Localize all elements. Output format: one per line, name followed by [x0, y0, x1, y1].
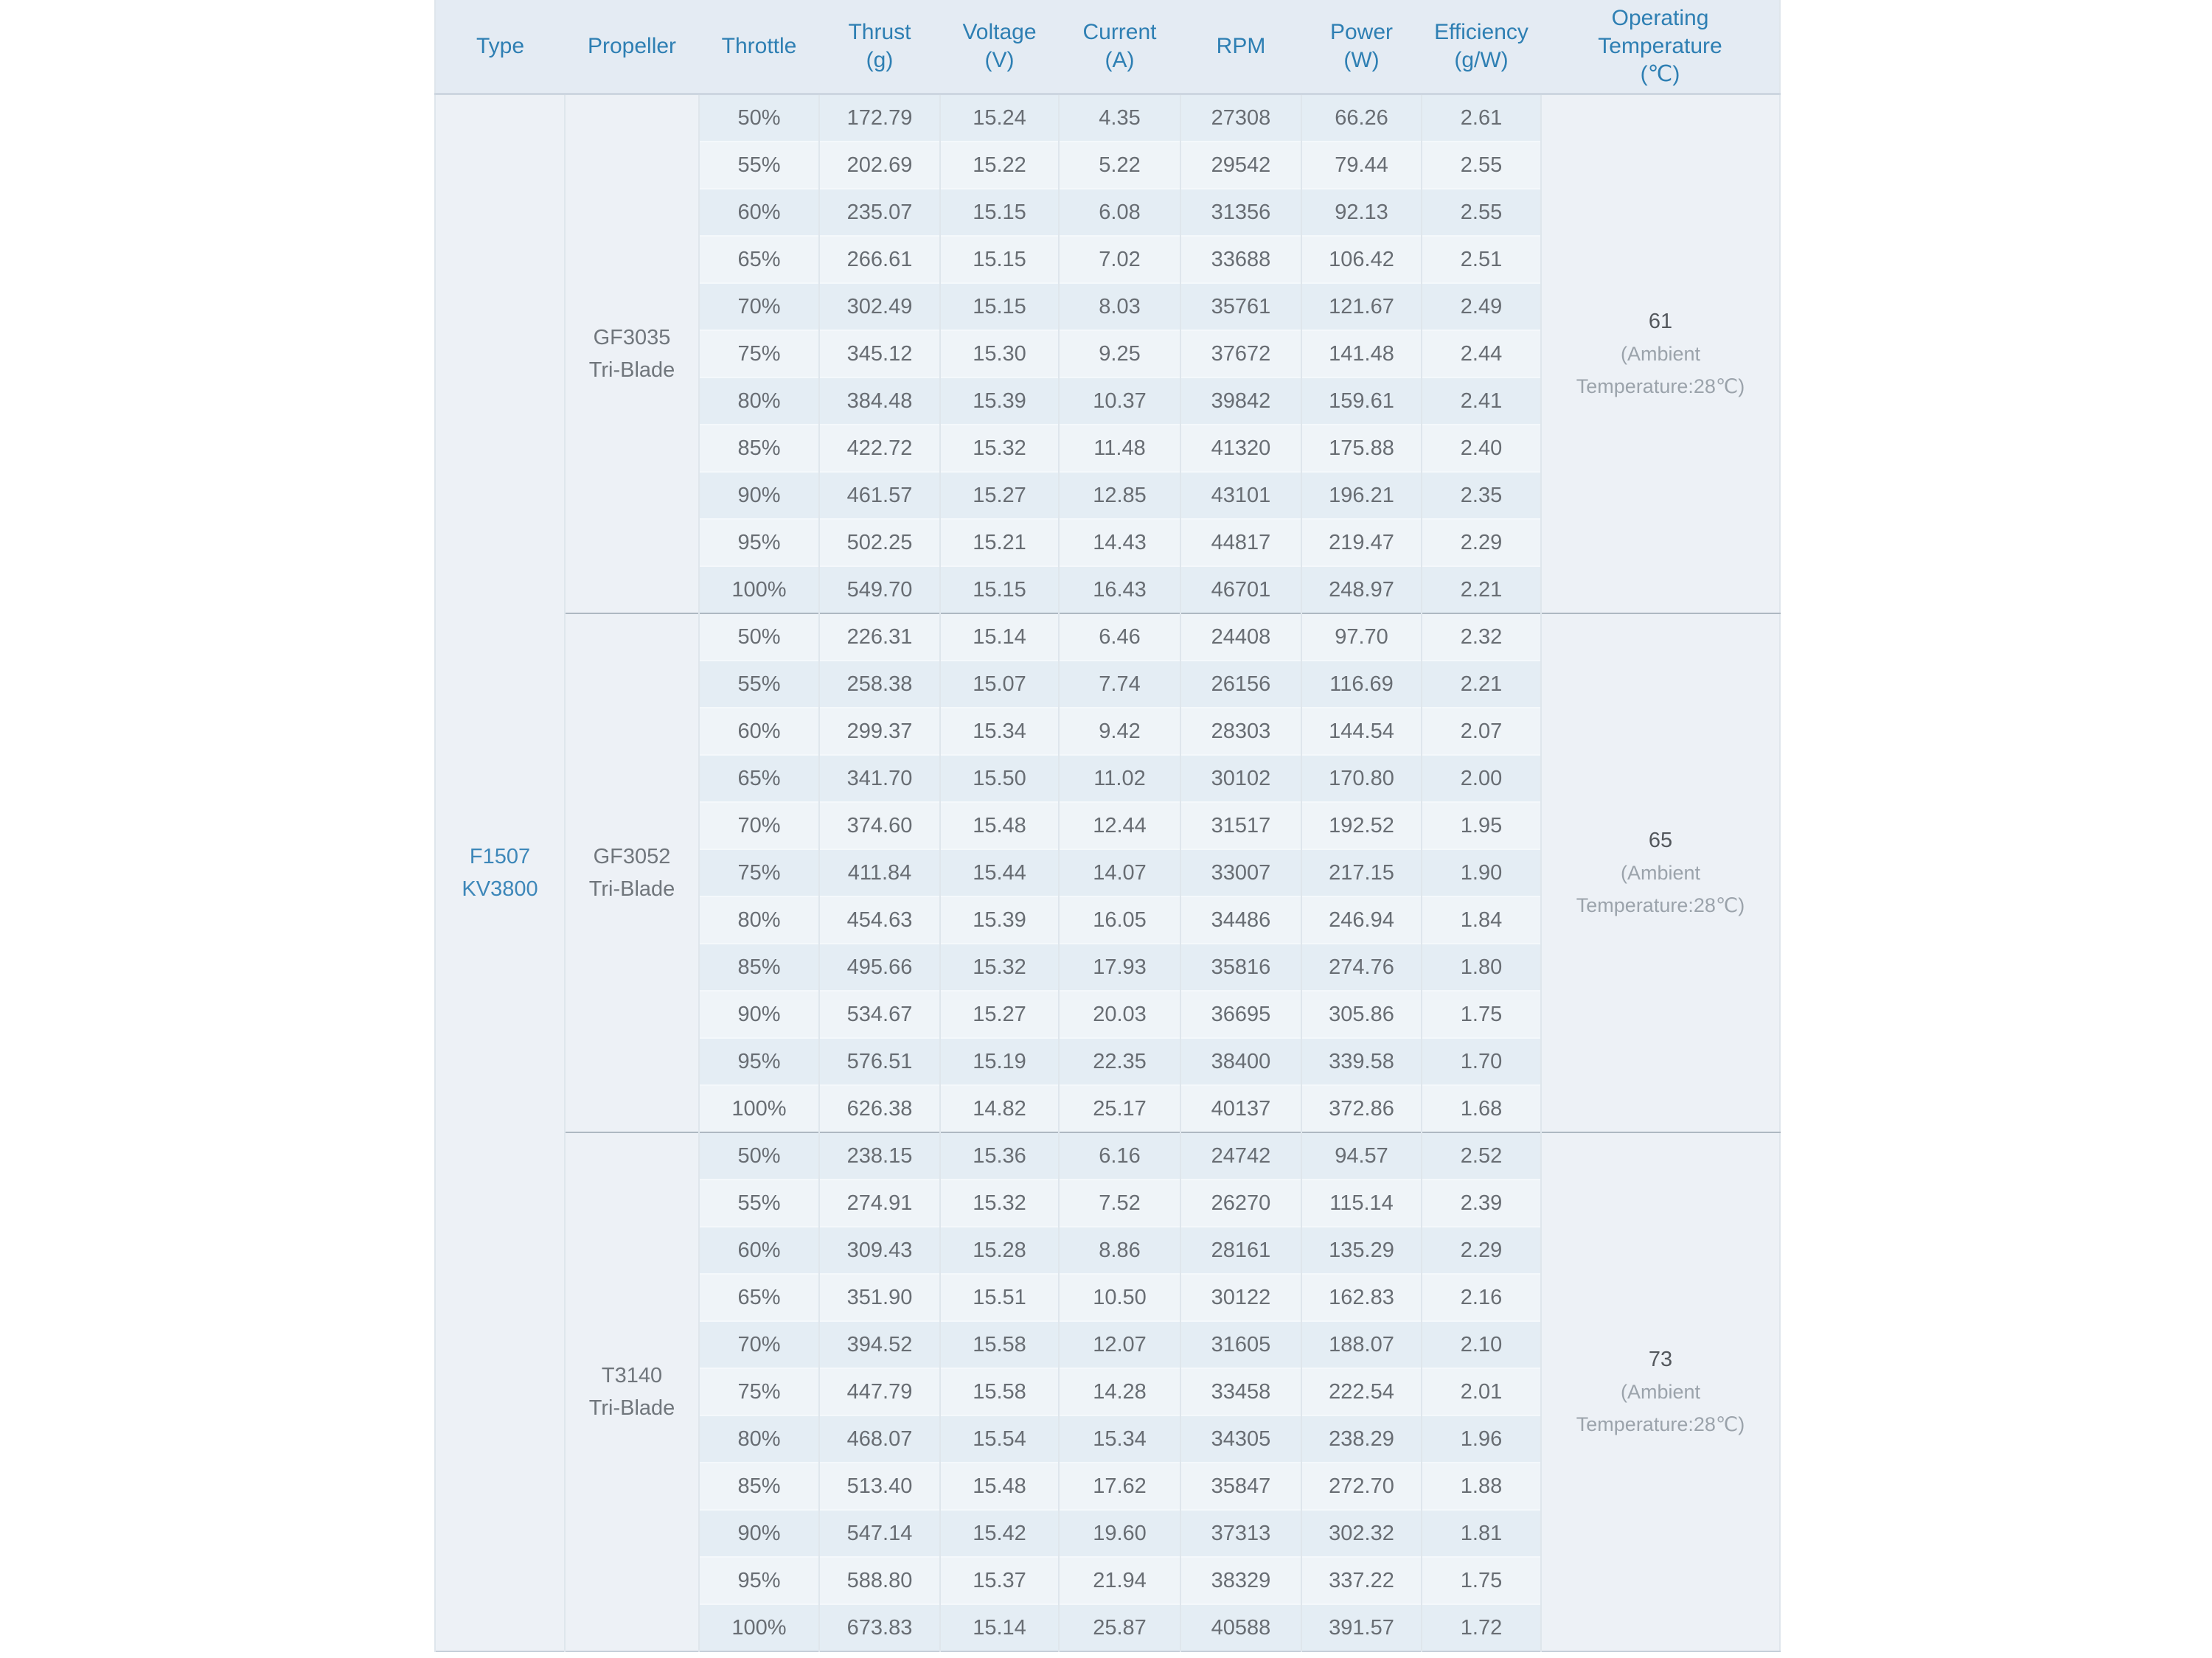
current-cell: 6.16	[1059, 1132, 1180, 1180]
column-header-propeller	[565, 0, 699, 94]
efficiency-cell: 1.90	[1422, 849, 1541, 896]
rpm-cell: 37313	[1180, 1510, 1301, 1557]
thrust-cell: 422.72	[819, 425, 940, 472]
propeller-line: Tri-Blade	[588, 877, 675, 901]
power-cell: 115.14	[1301, 1180, 1422, 1227]
current-cell: 14.07	[1059, 849, 1180, 896]
voltage-cell: 15.32	[940, 944, 1059, 991]
throttle-cell: 100%	[699, 1604, 819, 1651]
propeller-line: Tri-Blade	[588, 1396, 675, 1420]
current-cell: 17.93	[1059, 944, 1180, 991]
current-cell: 11.48	[1059, 425, 1180, 472]
current-cell: 9.25	[1059, 330, 1180, 377]
throttle-cell: 70%	[699, 283, 819, 330]
efficiency-cell: 2.29	[1422, 519, 1541, 566]
thrust-cell: 345.12	[819, 330, 940, 377]
current-cell: 10.37	[1059, 377, 1180, 425]
column-header-line: (V)	[984, 48, 1015, 72]
table-header	[435, 0, 1780, 94]
throttle-cell: 60%	[699, 1227, 819, 1274]
voltage-cell: 15.36	[940, 1132, 1059, 1180]
rpm-cell: 38400	[1180, 1038, 1301, 1085]
ambient-temperature-note: Temperature:28℃)	[1576, 375, 1745, 397]
rpm-cell: 37672	[1180, 330, 1301, 377]
voltage-cell: 15.39	[940, 377, 1059, 425]
thrust-cell: 513.40	[819, 1463, 940, 1510]
throttle-cell: 60%	[699, 189, 819, 236]
thrust-cell: 341.70	[819, 755, 940, 802]
rpm-cell: 30102	[1180, 755, 1301, 802]
voltage-cell: 15.22	[940, 142, 1059, 189]
rpm-cell: 28161	[1180, 1227, 1301, 1274]
voltage-cell: 15.15	[940, 566, 1059, 613]
operating-temperature-cell	[1541, 94, 1780, 614]
thrust-cell: 226.31	[819, 613, 940, 661]
current-cell: 14.43	[1059, 519, 1180, 566]
rpm-cell: 31605	[1180, 1321, 1301, 1368]
rpm-cell: 33458	[1180, 1368, 1301, 1415]
propeller-line: T3140	[601, 1364, 663, 1387]
efficiency-cell: 1.68	[1422, 1085, 1541, 1132]
rpm-cell: 33688	[1180, 236, 1301, 283]
efficiency-cell: 2.21	[1422, 566, 1541, 613]
thrust-cell: 454.63	[819, 896, 940, 944]
voltage-cell: 15.48	[940, 1463, 1059, 1510]
efficiency-cell: 2.41	[1422, 377, 1541, 425]
efficiency-cell: 1.84	[1422, 896, 1541, 944]
rpm-cell: 46701	[1180, 566, 1301, 613]
current-cell: 7.74	[1059, 661, 1180, 708]
rpm-cell: 41320	[1180, 425, 1301, 472]
voltage-cell: 15.07	[940, 661, 1059, 708]
throttle-cell: 95%	[699, 519, 819, 566]
current-cell: 7.02	[1059, 236, 1180, 283]
power-cell: 121.67	[1301, 283, 1422, 330]
voltage-cell: 15.37	[940, 1557, 1059, 1604]
power-cell: 238.29	[1301, 1415, 1422, 1463]
column-header-line: (W)	[1343, 48, 1380, 72]
current-cell: 22.35	[1059, 1038, 1180, 1085]
throttle-cell: 70%	[699, 1321, 819, 1368]
power-cell: 272.70	[1301, 1463, 1422, 1510]
rpm-cell: 40588	[1180, 1604, 1301, 1651]
column-header-line: Thrust	[848, 20, 911, 44]
current-cell: 21.94	[1059, 1557, 1180, 1604]
ambient-temperature-note: Temperature:28℃)	[1576, 1413, 1745, 1435]
rpm-cell: 35761	[1180, 283, 1301, 330]
efficiency-cell: 2.49	[1422, 283, 1541, 330]
ambient-temperature-note: (Ambient	[1620, 862, 1701, 884]
voltage-cell: 15.58	[940, 1321, 1059, 1368]
propeller-line: GF3052	[593, 845, 671, 868]
column-header-line: (℃)	[1640, 62, 1680, 86]
power-cell: 97.70	[1301, 613, 1422, 661]
column-header-line: Current	[1082, 20, 1157, 44]
current-cell: 19.60	[1059, 1510, 1180, 1557]
efficiency-cell: 2.52	[1422, 1132, 1541, 1180]
thrust-cell: 673.83	[819, 1604, 940, 1651]
type-line: KV3800	[462, 877, 538, 901]
thrust-cell: 238.15	[819, 1132, 940, 1180]
power-cell: 66.26	[1301, 94, 1422, 142]
efficiency-cell: 2.00	[1422, 755, 1541, 802]
column-header-line: Throttle	[721, 34, 797, 58]
current-cell: 12.85	[1059, 472, 1180, 519]
power-cell: 106.42	[1301, 236, 1422, 283]
column-header-type	[435, 0, 565, 94]
thrust-cell: 495.66	[819, 944, 940, 991]
type-cell	[435, 94, 565, 1652]
current-cell: 25.17	[1059, 1085, 1180, 1132]
thrust-cell: 588.80	[819, 1557, 940, 1604]
voltage-cell: 15.34	[940, 708, 1059, 755]
propeller-line: GF3035	[593, 326, 671, 349]
thrust-cell: 384.48	[819, 377, 940, 425]
throttle-cell: 65%	[699, 1274, 819, 1321]
current-cell: 12.07	[1059, 1321, 1180, 1368]
temperature-value: 65	[1648, 829, 1673, 852]
table-row	[435, 613, 1780, 661]
propeller-cell	[565, 1132, 699, 1651]
power-cell: 274.76	[1301, 944, 1422, 991]
column-header-line: Propeller	[587, 34, 677, 58]
rpm-cell: 38329	[1180, 1557, 1301, 1604]
column-header-line: RPM	[1216, 34, 1266, 58]
efficiency-cell: 2.01	[1422, 1368, 1541, 1415]
throttle-cell: 95%	[699, 1557, 819, 1604]
efficiency-cell: 1.70	[1422, 1038, 1541, 1085]
efficiency-cell: 2.16	[1422, 1274, 1541, 1321]
power-cell: 144.54	[1301, 708, 1422, 755]
throttle-cell: 85%	[699, 1463, 819, 1510]
throttle-cell: 80%	[699, 377, 819, 425]
throttle-cell: 50%	[699, 1132, 819, 1180]
operating-temperature-cell	[1541, 613, 1780, 1132]
voltage-cell: 15.19	[940, 1038, 1059, 1085]
rpm-cell: 24408	[1180, 613, 1301, 661]
thrust-cell: 549.70	[819, 566, 940, 613]
thrust-cell: 309.43	[819, 1227, 940, 1274]
throttle-cell: 80%	[699, 896, 819, 944]
column-header-line: (g/W)	[1454, 48, 1509, 72]
thrust-cell: 235.07	[819, 189, 940, 236]
column-header-line: Power	[1329, 20, 1394, 44]
column-header-operating-temperature	[1541, 0, 1780, 94]
current-cell: 9.42	[1059, 708, 1180, 755]
power-cell: 305.86	[1301, 991, 1422, 1038]
column-header-line: Operating	[1611, 6, 1709, 30]
rpm-cell: 39842	[1180, 377, 1301, 425]
current-cell: 11.02	[1059, 755, 1180, 802]
column-header-throttle	[699, 0, 819, 94]
efficiency-cell: 2.61	[1422, 94, 1541, 142]
ambient-temperature-note: (Ambient	[1620, 1381, 1701, 1403]
throttle-cell: 55%	[699, 142, 819, 189]
motor-spec-table-container	[434, 0, 1779, 1652]
thrust-cell: 202.69	[819, 142, 940, 189]
power-cell: 302.32	[1301, 1510, 1422, 1557]
throttle-cell: 95%	[699, 1038, 819, 1085]
power-cell: 175.88	[1301, 425, 1422, 472]
rpm-cell: 40137	[1180, 1085, 1301, 1132]
voltage-cell: 15.14	[940, 1604, 1059, 1651]
thrust-cell: 576.51	[819, 1038, 940, 1085]
rpm-cell: 24742	[1180, 1132, 1301, 1180]
column-header-line: Efficiency	[1434, 20, 1528, 44]
voltage-cell: 15.39	[940, 896, 1059, 944]
current-cell: 15.34	[1059, 1415, 1180, 1463]
ambient-temperature-note: Temperature:28℃)	[1576, 894, 1745, 916]
current-cell: 5.22	[1059, 142, 1180, 189]
temperature-value: 73	[1648, 1348, 1673, 1371]
rpm-cell: 31356	[1180, 189, 1301, 236]
rpm-cell: 26270	[1180, 1180, 1301, 1227]
throttle-cell: 85%	[699, 944, 819, 991]
rpm-cell: 36695	[1180, 991, 1301, 1038]
rpm-cell: 35847	[1180, 1463, 1301, 1510]
voltage-cell: 15.42	[940, 1510, 1059, 1557]
thrust-cell: 547.14	[819, 1510, 940, 1557]
throttle-cell: 100%	[699, 1085, 819, 1132]
throttle-cell: 55%	[699, 1180, 819, 1227]
voltage-cell: 15.58	[940, 1368, 1059, 1415]
efficiency-cell: 2.32	[1422, 613, 1541, 661]
voltage-cell: 15.15	[940, 236, 1059, 283]
rpm-cell: 27308	[1180, 94, 1301, 142]
column-header-power	[1301, 0, 1422, 94]
propeller-line: Tri-Blade	[588, 358, 675, 382]
power-cell: 116.69	[1301, 661, 1422, 708]
propeller-cell	[565, 94, 699, 614]
efficiency-cell: 1.81	[1422, 1510, 1541, 1557]
efficiency-cell: 1.80	[1422, 944, 1541, 991]
rpm-cell: 29542	[1180, 142, 1301, 189]
voltage-cell: 15.27	[940, 991, 1059, 1038]
voltage-cell: 15.21	[940, 519, 1059, 566]
thrust-cell: 502.25	[819, 519, 940, 566]
column-header-efficiency	[1422, 0, 1541, 94]
rpm-cell: 28303	[1180, 708, 1301, 755]
voltage-cell: 15.50	[940, 755, 1059, 802]
thrust-cell: 351.90	[819, 1274, 940, 1321]
throttle-cell: 75%	[699, 1368, 819, 1415]
current-cell: 16.05	[1059, 896, 1180, 944]
rpm-cell: 31517	[1180, 802, 1301, 849]
column-header-line: (g)	[866, 48, 894, 72]
throttle-cell: 60%	[699, 708, 819, 755]
throttle-cell: 90%	[699, 472, 819, 519]
voltage-cell: 15.28	[940, 1227, 1059, 1274]
thrust-cell: 468.07	[819, 1415, 940, 1463]
throttle-cell: 70%	[699, 802, 819, 849]
voltage-cell: 15.24	[940, 94, 1059, 142]
power-cell: 94.57	[1301, 1132, 1422, 1180]
power-cell: 192.52	[1301, 802, 1422, 849]
column-header-voltage	[940, 0, 1059, 94]
rpm-cell: 33007	[1180, 849, 1301, 896]
voltage-cell: 15.15	[940, 189, 1059, 236]
rpm-cell: 30122	[1180, 1274, 1301, 1321]
efficiency-cell: 2.44	[1422, 330, 1541, 377]
voltage-cell: 15.32	[940, 425, 1059, 472]
current-cell: 25.87	[1059, 1604, 1180, 1651]
rpm-cell: 34305	[1180, 1415, 1301, 1463]
voltage-cell: 15.51	[940, 1274, 1059, 1321]
thrust-cell: 266.61	[819, 236, 940, 283]
efficiency-cell: 2.55	[1422, 189, 1541, 236]
power-cell: 339.58	[1301, 1038, 1422, 1085]
current-cell: 16.43	[1059, 566, 1180, 613]
thrust-cell: 461.57	[819, 472, 940, 519]
operating-temperature-cell	[1541, 1132, 1780, 1651]
thrust-cell: 534.67	[819, 991, 940, 1038]
propeller-cell	[565, 613, 699, 1132]
power-cell: 219.47	[1301, 519, 1422, 566]
rpm-cell: 26156	[1180, 661, 1301, 708]
column-header-current	[1059, 0, 1180, 94]
power-cell: 222.54	[1301, 1368, 1422, 1415]
column-header-line: Voltage	[962, 20, 1037, 44]
power-cell: 248.97	[1301, 566, 1422, 613]
efficiency-cell: 1.96	[1422, 1415, 1541, 1463]
power-cell: 170.80	[1301, 755, 1422, 802]
power-cell: 372.86	[1301, 1085, 1422, 1132]
column-header-line: Type	[476, 34, 525, 58]
efficiency-cell: 2.07	[1422, 708, 1541, 755]
column-header-line: (A)	[1105, 48, 1135, 72]
throttle-cell: 50%	[699, 94, 819, 142]
efficiency-cell: 1.88	[1422, 1463, 1541, 1510]
thrust-cell: 411.84	[819, 849, 940, 896]
ambient-temperature-note: (Ambient	[1620, 343, 1701, 365]
current-cell: 12.44	[1059, 802, 1180, 849]
power-cell: 337.22	[1301, 1557, 1422, 1604]
rpm-cell: 44817	[1180, 519, 1301, 566]
efficiency-cell: 2.10	[1422, 1321, 1541, 1368]
efficiency-cell: 2.51	[1422, 236, 1541, 283]
current-cell: 8.03	[1059, 283, 1180, 330]
throttle-cell: 80%	[699, 1415, 819, 1463]
current-cell: 6.46	[1059, 613, 1180, 661]
power-cell: 188.07	[1301, 1321, 1422, 1368]
efficiency-cell: 2.21	[1422, 661, 1541, 708]
throttle-cell: 65%	[699, 755, 819, 802]
efficiency-cell: 2.29	[1422, 1227, 1541, 1274]
current-cell: 6.08	[1059, 189, 1180, 236]
efficiency-cell: 2.55	[1422, 142, 1541, 189]
throttle-cell: 100%	[699, 566, 819, 613]
thrust-cell: 299.37	[819, 708, 940, 755]
throttle-cell: 50%	[699, 613, 819, 661]
power-cell: 246.94	[1301, 896, 1422, 944]
column-header-line: Temperature	[1598, 34, 1722, 58]
efficiency-cell: 2.40	[1422, 425, 1541, 472]
motor-spec-table	[434, 0, 1781, 1652]
voltage-cell: 15.54	[940, 1415, 1059, 1463]
thrust-cell: 302.49	[819, 283, 940, 330]
power-cell: 162.83	[1301, 1274, 1422, 1321]
power-cell: 135.29	[1301, 1227, 1422, 1274]
throttle-cell: 90%	[699, 991, 819, 1038]
temperature-value: 61	[1648, 310, 1673, 333]
throttle-cell: 75%	[699, 849, 819, 896]
power-cell: 79.44	[1301, 142, 1422, 189]
throttle-cell: 65%	[699, 236, 819, 283]
thrust-cell: 374.60	[819, 802, 940, 849]
throttle-cell: 90%	[699, 1510, 819, 1557]
power-cell: 196.21	[1301, 472, 1422, 519]
power-cell: 141.48	[1301, 330, 1422, 377]
efficiency-cell: 1.95	[1422, 802, 1541, 849]
thrust-cell: 172.79	[819, 94, 940, 142]
thrust-cell: 447.79	[819, 1368, 940, 1415]
table-row	[435, 1132, 1780, 1180]
column-header-rpm	[1180, 0, 1301, 94]
efficiency-cell: 1.75	[1422, 1557, 1541, 1604]
voltage-cell: 15.44	[940, 849, 1059, 896]
current-cell: 4.35	[1059, 94, 1180, 142]
voltage-cell: 15.27	[940, 472, 1059, 519]
power-cell: 217.15	[1301, 849, 1422, 896]
voltage-cell: 15.15	[940, 283, 1059, 330]
voltage-cell: 15.14	[940, 613, 1059, 661]
current-cell: 17.62	[1059, 1463, 1180, 1510]
efficiency-cell: 2.35	[1422, 472, 1541, 519]
power-cell: 391.57	[1301, 1604, 1422, 1651]
table-row	[435, 94, 1780, 142]
voltage-cell: 14.82	[940, 1085, 1059, 1132]
efficiency-cell: 1.75	[1422, 991, 1541, 1038]
thrust-cell: 394.52	[819, 1321, 940, 1368]
rpm-cell: 34486	[1180, 896, 1301, 944]
power-cell: 92.13	[1301, 189, 1422, 236]
current-cell: 8.86	[1059, 1227, 1180, 1274]
efficiency-cell: 2.39	[1422, 1180, 1541, 1227]
power-cell: 159.61	[1301, 377, 1422, 425]
throttle-cell: 55%	[699, 661, 819, 708]
voltage-cell: 15.48	[940, 802, 1059, 849]
throttle-cell: 85%	[699, 425, 819, 472]
thrust-cell: 626.38	[819, 1085, 940, 1132]
efficiency-cell: 1.72	[1422, 1604, 1541, 1651]
throttle-cell: 75%	[699, 330, 819, 377]
voltage-cell: 15.30	[940, 330, 1059, 377]
thrust-cell: 258.38	[819, 661, 940, 708]
rpm-cell: 35816	[1180, 944, 1301, 991]
current-cell: 7.52	[1059, 1180, 1180, 1227]
current-cell: 14.28	[1059, 1368, 1180, 1415]
rpm-cell: 43101	[1180, 472, 1301, 519]
voltage-cell: 15.32	[940, 1180, 1059, 1227]
column-header-thrust	[819, 0, 940, 94]
type-line: F1507	[469, 845, 531, 868]
thrust-cell: 274.91	[819, 1180, 940, 1227]
current-cell: 20.03	[1059, 991, 1180, 1038]
current-cell: 10.50	[1059, 1274, 1180, 1321]
